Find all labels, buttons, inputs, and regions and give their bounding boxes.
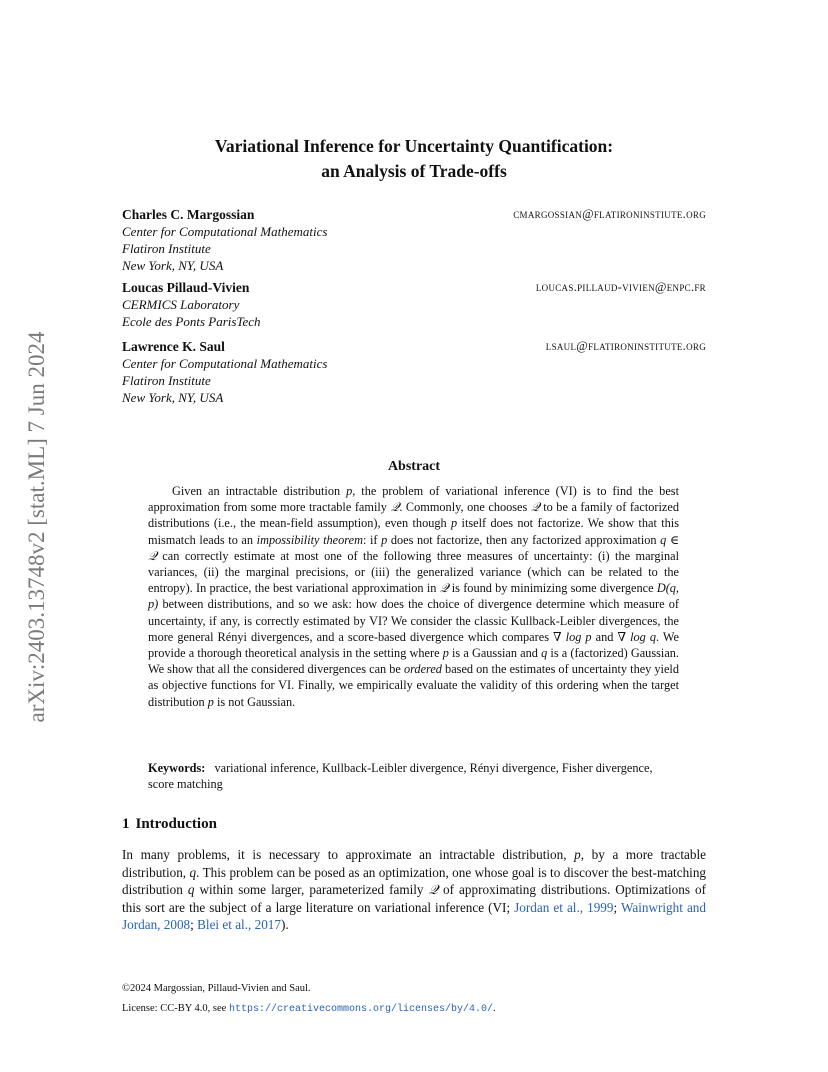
section-number: 1 (122, 816, 130, 832)
author-name: Charles C. Margossian (122, 207, 255, 222)
abstract-heading: Abstract (387, 459, 441, 474)
author-block-3 (122, 338, 706, 406)
introduction-paragraph: In many problems, it is necessary to approximate an intractable distribution, p, by a more tractable distribution, q. This problem can be posed as an optimization, one whose goal is to discover the best-matching distribution q within some larger, parameterized family 𝒬 of approximating distributions. Optimizations of this sort are the subject of a large literature on variational inference (VI; Jordan et al., 1999; Wainwright and Jordan, 2008; Blei et al., 2017). (122, 847, 707, 933)
author-email[interactable]: cmargossian@flatironinstiute.org (513, 207, 706, 221)
arxiv-stamp-text: arXiv:2403.13748v2 [stat.ML] 7 Jun 2024 (24, 331, 49, 723)
author-affiliation: New York, NY, USA (122, 258, 224, 273)
author-affiliation: CERMICS Laboratory (122, 297, 240, 312)
license-link[interactable]: https://creativecommons.org/licenses/by/4.0/ (228, 1004, 493, 1015)
copyright-notice: ©2024 Margossian, Pillaud-Vivien and Saul. (122, 983, 311, 994)
title-line-1: Variational Inference for Uncertainty Quantification: (214, 136, 614, 156)
citation-link[interactable]: Jordan et al., 1999 (514, 899, 614, 915)
author-affiliation: Ecole des Ponts ParisTech (122, 314, 261, 329)
keywords (148, 760, 679, 792)
section-title: Introduction (135, 816, 217, 832)
author-name: Lawrence K. Saul (122, 339, 225, 354)
abstract-text: Given an intractable distribution p, the problem of variational inference (VI) is to find the best approximation from some more tractable family 𝒬. Commonly, one chooses 𝒬 to be a family of factorized distributions (i.e., the mean-field assumption), even though p itself does not factorize. We show that this mismatch leads to an impossibility theorem: if p does not factorize, then any factorized approximation q ∈ 𝒬 can correctly estimate at most one of the following three measures of uncertainty: (i) the marginal variances, (ii) the marginal precisions, or (iii) the generalized variance (which can be related to the entropy). In practice, the best variational approximation in 𝒬 is found by minimizing some divergence D(q, p) between distributions, and so we ask: how does the choice of divergence determine which measure of uncertainty, if any, is correctly estimated by VI? We consider the classic Kullback-Leibler divergences, the more general Rényi divergences, and a score-based divergence which compares ∇ log p and ∇ log q. We provide a thorough theoretical analysis in the setting where p is a Gaussian and q is a (factorized) Gaussian. We show that all the considered divergences can be ordered based on the estimates of uncertainty they yield as objective functions for VI. Finally, we empirically evaluate the validity of this ordering when the target distribution p is not Gaussian. (148, 484, 680, 709)
citation-link[interactable]: Blei et al., 2017 (197, 917, 281, 933)
author-affiliation: Center for Computational Mathematics (122, 356, 328, 371)
citation-link[interactable]: Wainwright and Jordan, 2008 (122, 899, 706, 933)
author-affiliation: Flatiron Institute (122, 241, 211, 256)
keywords-label: Keywords: (148, 761, 206, 775)
author-name: Loucas Pillaud-Vivien (122, 280, 250, 295)
author-affiliation: Center for Computational Mathematics (122, 224, 328, 239)
author-block-1 (122, 206, 706, 274)
author-affiliation: New York, NY, USA (122, 390, 224, 405)
paper-title (122, 134, 706, 184)
keywords-text: variational inference, Kullback-Leibler divergence, Rényi divergence, Fisher divergence, score matching (148, 761, 653, 791)
section-heading-introduction (122, 816, 217, 833)
author-block-2 (122, 279, 706, 330)
author-email[interactable]: loucas.pillaud-vivien@enpc.fr (535, 280, 706, 294)
license-notice: License: CC-BY 4.0, see https://creativecommons.org/licenses/by/4.0/. (122, 1003, 496, 1015)
author-email[interactable]: lsaul@flatironinstitute.org (545, 339, 706, 353)
title-line-2: an Analysis of Trade-offs (321, 161, 507, 181)
arxiv-stamp (16, 292, 58, 762)
author-affiliation: Flatiron Institute (122, 373, 211, 388)
